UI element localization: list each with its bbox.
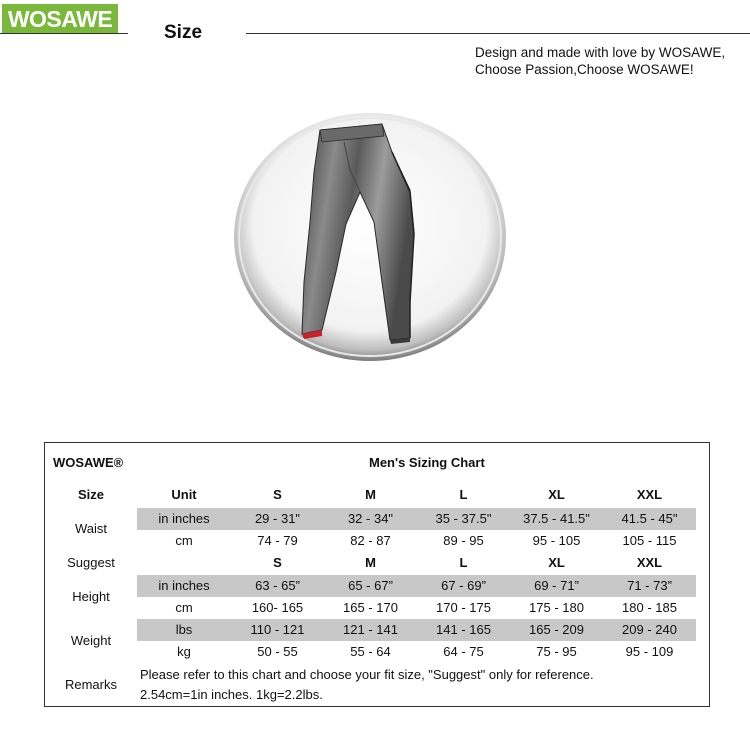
waist-inches-unit: in inches xyxy=(137,508,231,530)
tagline xyxy=(475,44,725,78)
rain-pants-image xyxy=(232,112,508,362)
waist-cm-s: 74 - 79 xyxy=(257,533,298,548)
waist-inches-m: 32 - 34" xyxy=(324,508,417,530)
height-cm-xxl: 180 - 185 xyxy=(622,600,677,615)
weight-lbs-unit: lbs xyxy=(137,619,231,641)
waist-cm-l: 89 - 95 xyxy=(443,533,484,548)
header-rule-left xyxy=(0,33,128,34)
brand-logo: WOSAWE xyxy=(2,4,118,34)
height-cm-m: 165 - 170 xyxy=(343,600,398,615)
suggest-size-xl: XL xyxy=(548,555,565,570)
weight-lbs-xxl: 209 - 240 xyxy=(603,619,696,641)
weight-kg-l: 64 - 75 xyxy=(443,644,484,659)
sizing-chart xyxy=(44,442,710,707)
suggest-size-m: M xyxy=(365,555,376,570)
suggest-label: Suggest xyxy=(67,555,115,570)
remarks-line-2: 2.54cm=1in inches. 1kg=2.2lbs. xyxy=(140,687,323,702)
chart-brand: WOSAWE® xyxy=(53,455,124,470)
waist-cm-xl: 95 - 105 xyxy=(532,533,581,548)
remarks-text xyxy=(140,665,700,705)
weight-kg-unit: kg xyxy=(177,644,191,659)
size-header-m: M xyxy=(365,487,376,502)
height-inches-unit: in inches xyxy=(137,575,231,597)
tagline-line-2: Choose Passion,Choose WOSAWE! xyxy=(475,62,694,77)
height-inches-xl: 69 - 71” xyxy=(510,575,603,597)
weight-kg-s: 50 - 55 xyxy=(257,644,298,659)
waist-inches-l: 35 - 37.5" xyxy=(417,508,510,530)
waist-cm-xxl: 105 - 115 xyxy=(622,533,677,548)
chart-title: Men's Sizing Chart xyxy=(369,455,485,470)
weight-label: Weight xyxy=(70,633,112,648)
waist-label: Waist xyxy=(74,521,108,536)
height-cm-unit: cm xyxy=(175,600,193,615)
waist-cm-m: 82 - 87 xyxy=(350,533,391,548)
height-inches-l: 67 - 69” xyxy=(417,575,510,597)
height-label: Height xyxy=(72,589,110,604)
page-title: Size xyxy=(164,22,203,43)
height-inches-xxl: 71 - 73” xyxy=(603,575,696,597)
weight-lbs-xl: 165 - 209 xyxy=(510,619,603,641)
waist-inches-s: 29 - 31" xyxy=(231,508,324,530)
weight-kg-xxl: 95 - 109 xyxy=(625,644,674,659)
weight-lbs-m: 121 - 141 xyxy=(324,619,417,641)
unit-column-header: Unit xyxy=(171,487,197,502)
height-inches-s: 63 - 65” xyxy=(231,575,324,597)
suggest-size-l: L xyxy=(459,555,468,570)
weight-lbs-s: 110 - 121 xyxy=(231,619,324,641)
weight-kg-m: 55 - 64 xyxy=(350,644,391,659)
suggest-size-xxl: XXL xyxy=(636,555,663,570)
waist-inches-xxl: 41.5 - 45" xyxy=(603,508,696,530)
size-header-s: S xyxy=(273,487,282,502)
size-header-xl: XL xyxy=(548,487,565,502)
height-cm-xl: 175 - 180 xyxy=(529,600,584,615)
header-rule-right xyxy=(246,33,750,34)
suggest-size-s: S xyxy=(273,555,282,570)
weight-kg-xl: 75 - 95 xyxy=(536,644,577,659)
height-cm-l: 170 - 175 xyxy=(436,600,491,615)
size-header-l: L xyxy=(459,487,468,502)
waist-inches-xl: 37.5 - 41.5" xyxy=(510,508,603,530)
height-inches-m: 65 - 67” xyxy=(324,575,417,597)
height-cm-s: 160- 165 xyxy=(251,600,304,615)
tagline-line-1: Design and made with love by WOSAWE, xyxy=(475,45,726,60)
weight-lbs-l: 141 - 165 xyxy=(417,619,510,641)
remarks-line-1: Please refer to this chart and choose your fit size, "Suggest" only for reference. xyxy=(140,667,594,682)
size-header-xxl: XXL xyxy=(636,487,663,502)
size-column-header: Size xyxy=(77,487,104,502)
waist-cm-unit: cm xyxy=(175,533,193,548)
remarks-label: Remarks xyxy=(64,677,117,692)
